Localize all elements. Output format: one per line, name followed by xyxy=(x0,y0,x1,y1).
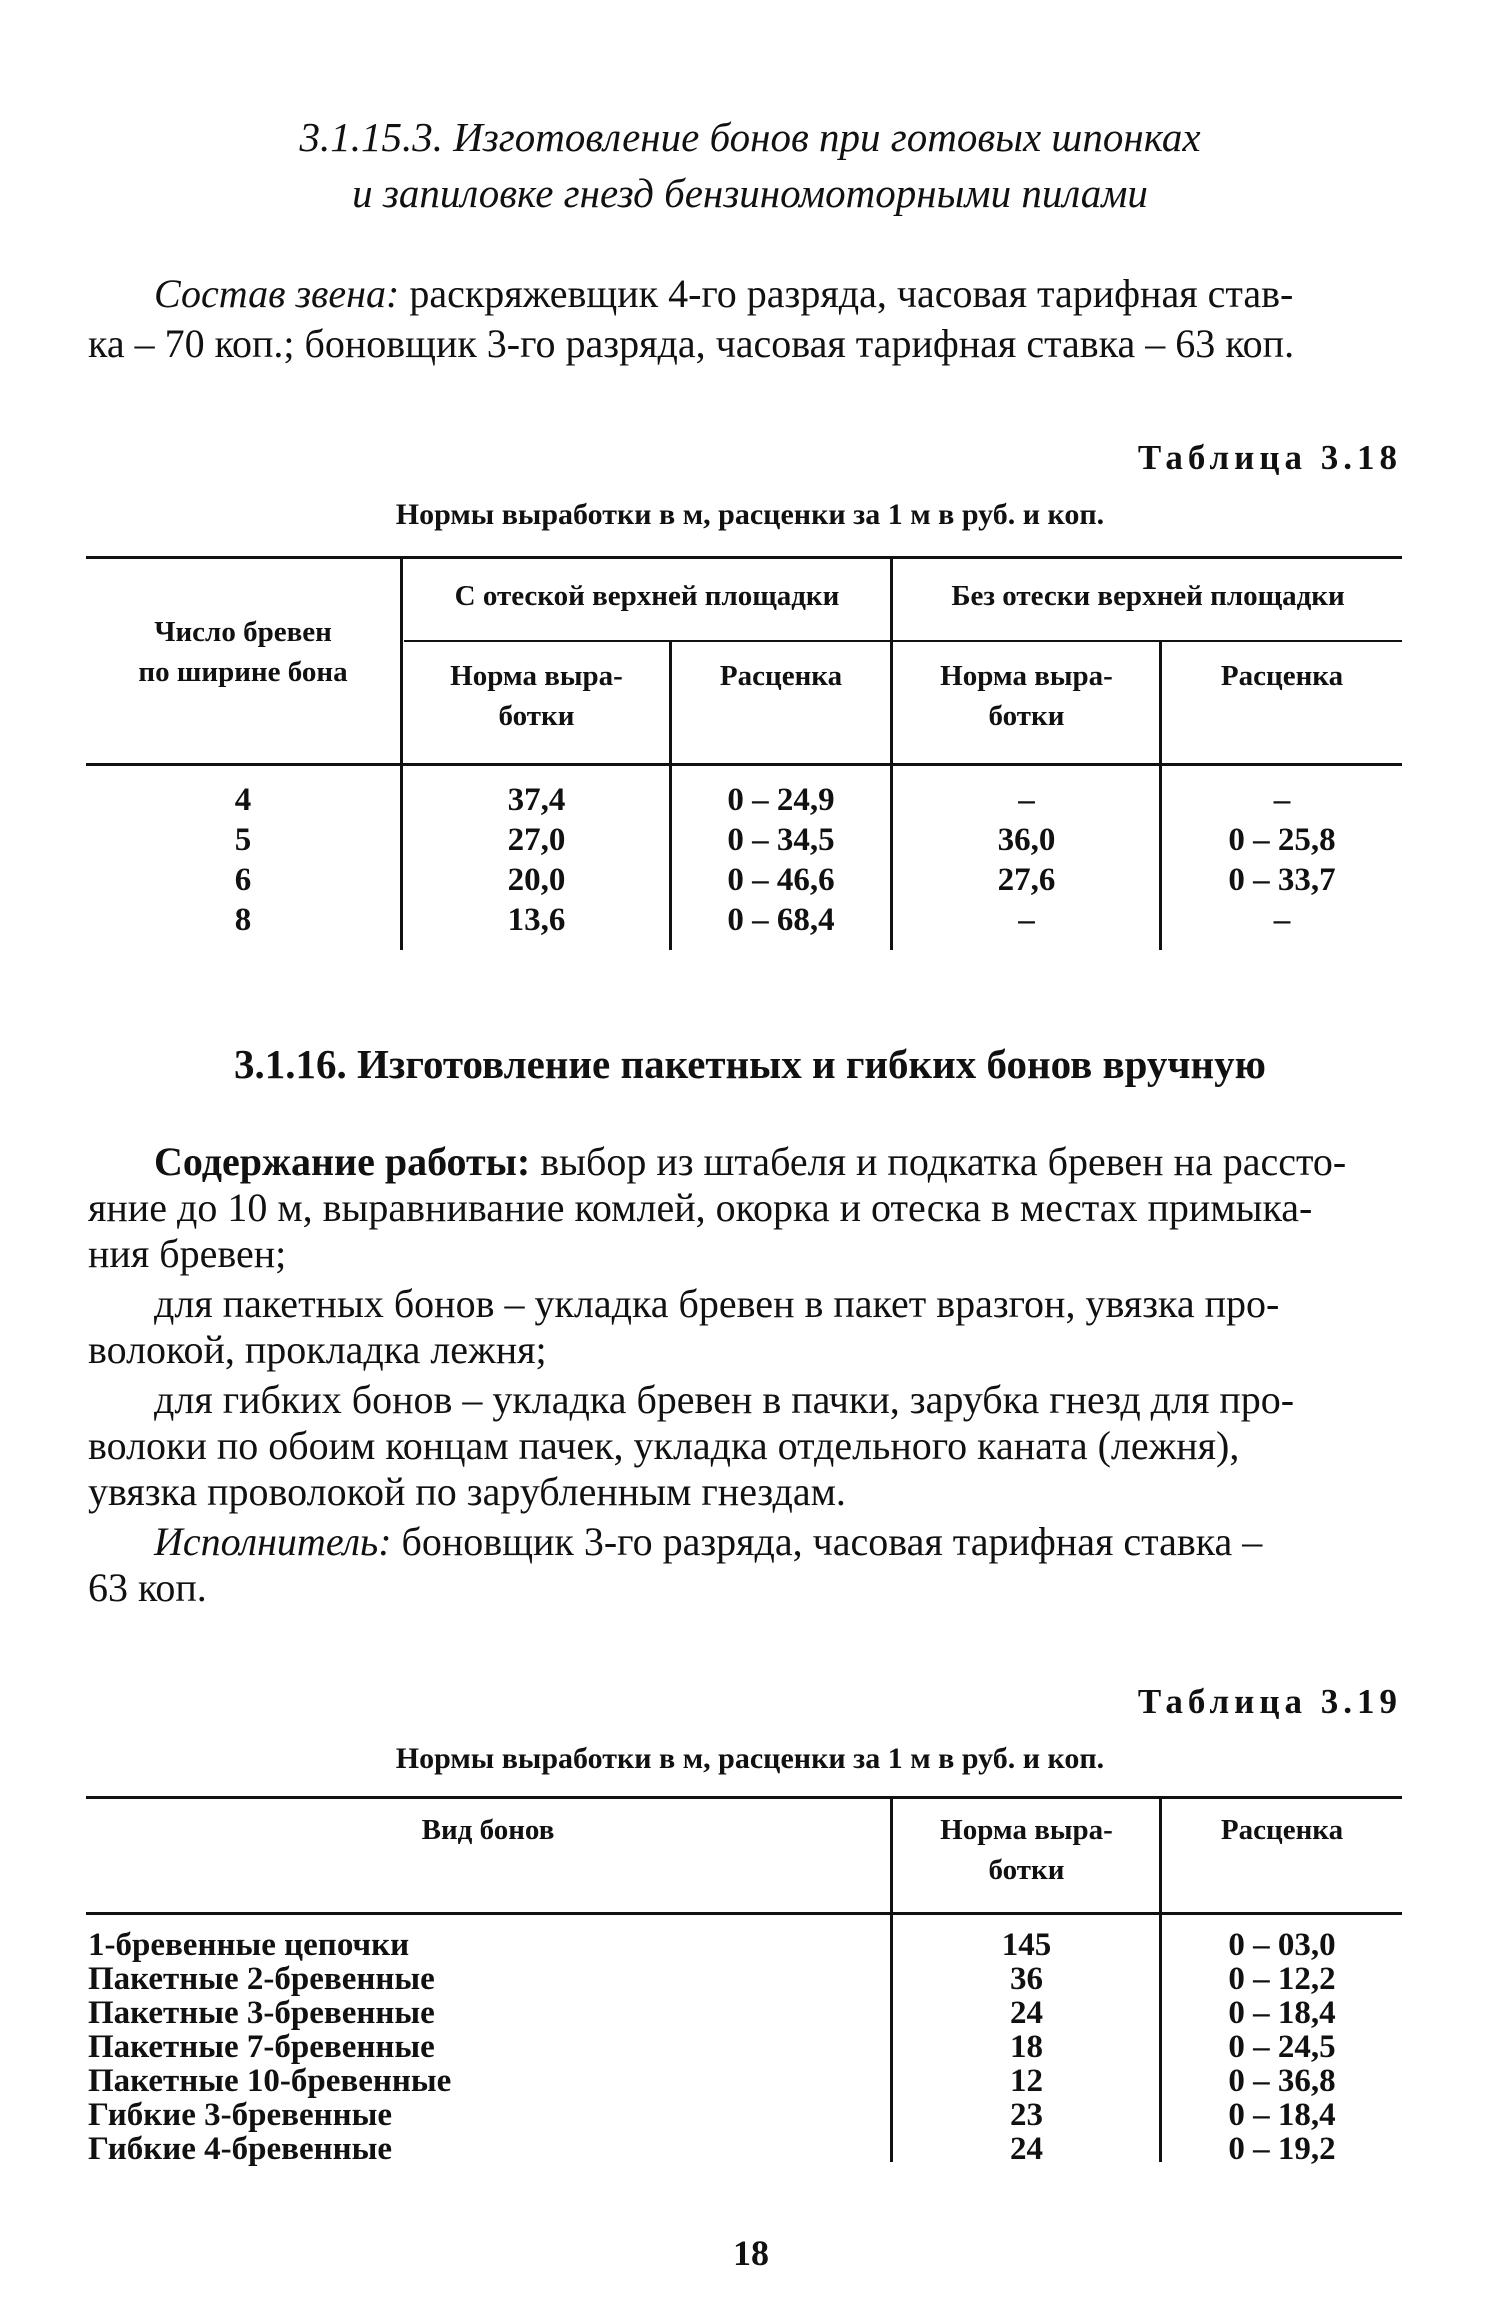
col-rate-header: Расценка xyxy=(1220,1814,1344,1846)
col-rate-with-header: Расценка xyxy=(719,660,843,692)
table-3-18-cell: 8 xyxy=(234,902,252,938)
flex-line2: волоки по обоим концам пачек, укладка отдельного каната (лежня), xyxy=(88,1423,1240,1468)
table-3-19-cell-norm: 145 xyxy=(1001,1927,1052,1963)
table-3-18-cell: – xyxy=(1273,782,1291,818)
table-3-19-cell-rate: 0 – 36,8 xyxy=(1228,2063,1336,2099)
table-3-18-cell: 0 – 34,5 xyxy=(727,822,835,858)
table-3-18-cell: 36,0 xyxy=(997,822,1056,858)
table-3-18-header-rule xyxy=(86,763,1402,766)
table-3-18-cell: 0 – 68,4 xyxy=(727,902,835,938)
table-3-18-cell: – xyxy=(1273,902,1291,938)
col-norm-with-line2: ботки xyxy=(498,700,575,732)
table-3-18-cell: 13,6 xyxy=(507,902,566,938)
table-3-19-cell-norm: 23 xyxy=(1010,2097,1043,2133)
table-3-18-cell: 27,6 xyxy=(997,862,1056,898)
col-norm-without-header xyxy=(894,656,1159,736)
table-3-19-cell-rate: 0 – 18,4 xyxy=(1228,1995,1336,2031)
table-3-19-vrule-1 xyxy=(890,1796,893,2162)
exec-line2: 63 коп. xyxy=(88,1565,207,1610)
table-3-19-cell-rate: 0 – 03,0 xyxy=(1228,1927,1336,1963)
exec-text: боновщик 3-го разряда, часовая тарифная ставка – xyxy=(401,1519,1263,1564)
section-heading-line2: и запиловке гнезд бензиномоторными пилами xyxy=(352,170,1148,216)
table-3-18-cell: 27,0 xyxy=(507,822,566,858)
group-without-header: Без отески верхней площадки xyxy=(951,580,1345,612)
table-3-19-cell-rate: 0 – 19,2 xyxy=(1228,2131,1336,2167)
packet-line2: волокой, прокладка лежня; xyxy=(88,1327,547,1372)
table-3-19-cell-type: Пакетные 2-бревенные xyxy=(88,1961,435,1997)
table-3-18-cell: 6 xyxy=(234,862,252,898)
work-text-1: выбор из штабеля и подкатка бревен на рассто- xyxy=(540,1139,1347,1184)
col-logs-header-line1: Число бревен xyxy=(154,616,332,648)
table-3-19-cell-norm: 24 xyxy=(1010,1995,1043,2031)
table-3-18-vrule-1 xyxy=(400,556,403,950)
table-3-18-label: Таблица 3.18 xyxy=(1137,438,1402,477)
table-3-18-cell: 0 – 24,9 xyxy=(727,782,835,818)
col-norm-header-line1: Норма выра- xyxy=(940,1814,1113,1846)
table-3-18-caption: Нормы выработки в м, расценки за 1 м в руб. и коп. xyxy=(395,498,1105,531)
table-3-19-cell-norm: 36 xyxy=(1010,1961,1043,1997)
table-3-19-cell-norm: 24 xyxy=(1010,2131,1043,2167)
packet-line1: для пакетных бонов – укладка бревен в пакет вразгон, увязка про- xyxy=(154,1281,1280,1326)
table-3-19-cell-type: Пакетные 10-бревенные xyxy=(88,2063,452,2099)
page-number: 18 xyxy=(733,2233,769,2273)
work-line3: ния бревен; xyxy=(88,1231,287,1276)
exec-line1 xyxy=(88,1520,1402,1564)
crew-text: раскряжевщик 4-го разряда, часовая тарифная став- xyxy=(409,271,1294,316)
table-3-19-label: Таблица 3.19 xyxy=(1137,1682,1402,1721)
col-norm-header xyxy=(894,1810,1159,1890)
table-3-19-cell-norm: 12 xyxy=(1010,2063,1043,2099)
col-logs-header xyxy=(86,612,400,692)
table-3-19-header-rule xyxy=(86,1912,1402,1915)
work-label: Содержание работы: xyxy=(154,1139,531,1184)
crew-line2: ка – 70 коп.; боновщик 3-го разряда, часовая тарифная ставка – 63 коп. xyxy=(88,321,1295,366)
table-3-18-cell: 20,0 xyxy=(507,862,566,898)
table-3-19-top-rule xyxy=(86,1796,1402,1799)
table-3-19-cell-type: Гибкие 3-бревенные xyxy=(88,2097,393,2133)
section-heading-line1: 3.1.15.3. Изготовление бонов при готовых шпонках xyxy=(299,114,1201,160)
table-3-19-cell-type: 1-бревенные цепочки xyxy=(88,1927,410,1963)
table-3-18-top-rule xyxy=(86,556,1402,559)
table-3-19-cell-type: Гибкие 4-бревенные xyxy=(88,2131,393,2167)
col-type-header: Вид бонов xyxy=(421,1814,555,1846)
crew-label: Состав звена: xyxy=(154,271,400,316)
table-3-18-cell: – xyxy=(1018,782,1035,818)
table-3-19-cell-rate: 0 – 12,2 xyxy=(1228,1961,1336,1997)
flex-line3: увязка проволокой по зарубленным гнездам. xyxy=(88,1469,846,1514)
col-norm-without-line2: ботки xyxy=(988,700,1065,732)
flex-line1: для гибких бонов – укладка бревен в пачки, зарубка гнезд для про- xyxy=(154,1377,1295,1422)
col-logs-header-line2: по ширине бона xyxy=(138,656,348,688)
table-3-19-cell-type: Пакетные 7-бревенные xyxy=(88,2029,435,2065)
col-rate-without-header: Расценка xyxy=(1220,660,1344,692)
table-3-18-cell: 0 – 46,6 xyxy=(727,862,835,898)
col-norm-header-line2: ботки xyxy=(988,1854,1065,1886)
table-3-19-cell-norm: 18 xyxy=(1010,2029,1043,2065)
col-norm-without-line1: Норма выра- xyxy=(940,660,1113,692)
table-3-18-cell: 5 xyxy=(234,822,252,858)
group-with-header: С отеской верхней площадки xyxy=(454,580,840,612)
table-3-19-cell-rate: 0 – 18,4 xyxy=(1228,2097,1336,2133)
table-3-18-vrule-2 xyxy=(890,556,893,950)
table-3-18-cell: 4 xyxy=(234,782,252,818)
col-norm-with-line1: Норма выра- xyxy=(450,660,623,692)
table-3-18-cell: 0 – 33,7 xyxy=(1228,862,1336,898)
table-3-18-cell: 37,4 xyxy=(507,782,566,818)
table-3-18-cell: 0 – 25,8 xyxy=(1228,822,1336,858)
col-norm-with-header xyxy=(404,656,669,736)
table-3-19-cell-rate: 0 – 24,5 xyxy=(1228,2029,1336,2065)
table-3-18-cell: – xyxy=(1018,902,1035,938)
section-3-1-16-title: 3.1.16. Изготовление пакетных и гибких бонов вручную xyxy=(234,1041,1266,1087)
crew-line1 xyxy=(88,272,1402,316)
table-3-19-cell-type: Пакетные 3-бревенные xyxy=(88,1995,435,2031)
work-line1 xyxy=(88,1140,1402,1184)
table-3-19-caption: Нормы выработки в м, расценки за 1 м в руб. и коп. xyxy=(395,1742,1105,1775)
work-line2: яние до 10 м, выравнивание комлей, окорка и отеска в местах примыка- xyxy=(88,1185,1313,1230)
exec-label: Исполнитель: xyxy=(154,1519,392,1564)
table-3-18-group-rule xyxy=(404,640,1402,642)
